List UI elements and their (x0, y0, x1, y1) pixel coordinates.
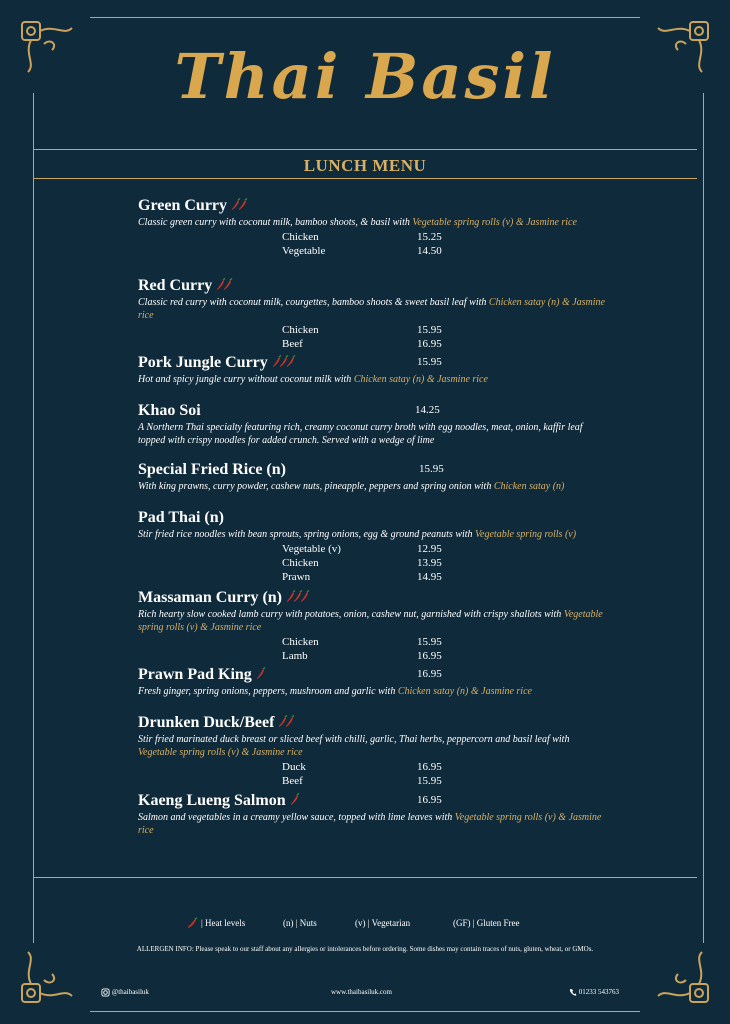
footer-rule (33, 877, 697, 878)
left-border-line (33, 93, 34, 943)
dish-price: 15.95 (419, 463, 444, 475)
option-row (138, 760, 618, 774)
option-label: Prawn (282, 571, 311, 583)
option-label: Chicken (282, 324, 319, 337)
dish-name-label: Pad Thai (n) (138, 509, 224, 526)
dish-name (138, 460, 618, 480)
restaurant-logo: Thai Basil (174, 40, 556, 113)
dish-options (138, 323, 618, 351)
description-text: Classic green curry with coconut milk, bamboo shoots, & basil with (138, 217, 413, 229)
option-row (138, 774, 618, 788)
dish-description (138, 528, 608, 541)
description-text: Hot and spicy jungle curry without coconut milk with (138, 374, 354, 386)
description-text: Rich hearty slow cooked lamb curry with potatoes, onion, cashew nut, garnished with crispy shallots with (138, 609, 564, 621)
dish-description (138, 216, 608, 229)
top-border-line (90, 17, 640, 18)
dish-name (138, 713, 618, 733)
legend-heat: | Heat levels (201, 918, 246, 928)
dish-name-label: Special Fried Rice (n) (138, 461, 286, 478)
side-accompaniment: Chicken satay (n) & Jasmine rice (138, 297, 605, 322)
dish-name (138, 401, 618, 421)
instagram-icon (101, 988, 110, 997)
option-row (138, 635, 618, 649)
option-row (138, 570, 618, 584)
option-price: 12.95 (417, 543, 442, 555)
option-row (138, 542, 618, 556)
chili-icon (256, 665, 263, 685)
chili-icon (231, 196, 245, 216)
option-label: Beef (282, 338, 303, 351)
option-row (138, 337, 618, 351)
option-price: 15.95 (417, 324, 442, 337)
side-accompaniment: Vegetable spring rolls (v) & Jasmine rice (138, 609, 603, 634)
chili-icon (216, 276, 230, 296)
dish-description (138, 296, 608, 322)
legend-nuts: (n) | Nuts (283, 918, 317, 928)
option-row (138, 649, 618, 663)
allergen-info: ALLERGEN INFO: Please speak to our staff about any allergies or intolerances before ordering. Some dishes may contain traces of nuts, gluten, wheat, or GMOs. (136, 945, 594, 953)
menu-item (138, 460, 618, 493)
option-label: Vegetable (v) (282, 543, 341, 555)
dish-price: 14.25 (415, 404, 440, 416)
side-accompaniment: Vegetable spring rolls (v) (475, 529, 577, 540)
dish-description (138, 733, 608, 759)
dish-description (138, 811, 608, 837)
side-accompaniment: Vegetable spring rolls (v) & Jasmine rice (412, 217, 577, 229)
option-price: 13.95 (417, 557, 442, 569)
menu-item (138, 401, 618, 447)
side-accompaniment: Vegetable spring rolls (v) & Jasmine rice (138, 812, 602, 837)
side-accompaniment: Chicken satay (n) (493, 481, 565, 492)
dish-name-label: Kaeng Lueng Salmon (138, 792, 286, 809)
description-text: Classic red curry with coconut milk, courgettes, bamboo shoots & sweet basil leaf with (138, 297, 489, 309)
dish-name (138, 276, 618, 296)
chili-icon (278, 713, 292, 733)
instagram-handle[interactable] (101, 988, 149, 997)
dish-description (138, 685, 608, 698)
dish-options (138, 635, 618, 663)
menu-item (138, 665, 618, 698)
option-row (138, 323, 618, 337)
option-price: 14.50 (417, 245, 442, 258)
description-text: Stir fried marinated duck breast or sliced beef with chilli, garlic, Thai herbs, peppercorn and basil leaf with (138, 734, 570, 746)
option-price: 15.25 (417, 231, 442, 244)
side-accompaniment: Chicken satay (n) & Jasmine rice (353, 374, 488, 386)
website-link[interactable]: www.thaibasiluk.com (331, 988, 392, 996)
description-text: A Northern Thai specialty featuring rich, creamy coconut curry broth with egg noodles, meat, onion, kaffir leaf topped with crispy noodles for added crunch. Served with a wedge of lime (138, 422, 583, 446)
dish-name-label: Pork Jungle Curry (138, 354, 268, 371)
bottom-border-line (90, 1011, 640, 1012)
dish-name (138, 588, 618, 608)
menu-item (138, 196, 618, 258)
option-label: Beef (282, 775, 303, 788)
menu-item (138, 588, 618, 663)
dish-name (138, 196, 618, 216)
description-text: Fresh ginger, spring onions, peppers, mushroom and garlic with (138, 686, 398, 698)
dish-name (138, 791, 618, 811)
corner-ornament-icon (14, 946, 78, 1010)
legend-gluten-free: (GF) | Gluten Free (453, 918, 520, 928)
dish-name (138, 508, 618, 528)
chili-icon (286, 588, 307, 608)
legend-vegetarian: (v) | Vegetarian (355, 918, 411, 928)
dish-name (138, 353, 618, 373)
menu-item (138, 353, 618, 386)
option-price: 15.95 (417, 775, 442, 788)
menu-item (138, 276, 618, 351)
side-accompaniment: Vegetable spring rolls (v) & Jasmine rice (138, 747, 303, 759)
dish-name-label: Prawn Pad King (138, 666, 252, 683)
option-price: 16.95 (417, 338, 442, 351)
dish-price: 15.95 (417, 356, 442, 368)
phone-number[interactable] (569, 988, 619, 997)
option-label: Chicken (282, 557, 319, 569)
dish-name-label: Drunken Duck/Beef (138, 714, 275, 731)
menu-item (138, 508, 618, 584)
dish-name-label: Massaman Curry (n) (138, 589, 282, 606)
header-rule-top (33, 149, 697, 150)
chili-icon (186, 917, 198, 931)
menu-item (138, 791, 618, 837)
option-label: Chicken (282, 636, 319, 649)
dish-options (138, 230, 618, 258)
chili-icon (272, 353, 293, 373)
corner-ornament-icon (652, 946, 716, 1010)
dish-description (138, 480, 608, 493)
dish-name (138, 665, 618, 685)
option-price: 14.95 (417, 571, 442, 583)
description-text: Stir fried rice noodles with bean sprouts, spring onions, egg & ground peanuts with (138, 529, 476, 540)
side-accompaniment: Chicken satay (n) & Jasmine rice (397, 686, 532, 698)
option-label: Lamb (282, 650, 308, 663)
option-price: 15.95 (417, 636, 442, 649)
option-label: Duck (282, 761, 306, 774)
menu-item (138, 713, 618, 788)
header-rule-bottom (33, 178, 697, 179)
dish-name-label: Green Curry (138, 197, 228, 214)
option-label: Chicken (282, 231, 319, 244)
menu-title: LUNCH MENU (303, 156, 427, 175)
dish-options (138, 760, 618, 788)
option-row (138, 244, 618, 258)
description-text: With king prawns, curry powder, cashew nuts, pineapple, peppers and spring onion with (138, 481, 494, 492)
option-price: 16.95 (417, 761, 442, 774)
option-price: 16.95 (417, 650, 442, 663)
option-label: Vegetable (282, 245, 326, 258)
dish-price: 16.95 (417, 794, 442, 806)
description-text: Salmon and vegetables in a creamy yellow sauce, topped with lime leaves with (138, 812, 455, 824)
dish-options (138, 542, 618, 584)
chili-icon (290, 791, 297, 811)
dish-description (138, 421, 608, 447)
dish-description (138, 608, 608, 634)
instagram-label: @thaibasiluk (111, 988, 149, 997)
phone-icon (569, 988, 577, 997)
option-row (138, 230, 618, 244)
dish-name-label: Khao Soi (138, 402, 201, 419)
dish-price: 16.95 (417, 668, 442, 680)
dish-name-label: Red Curry (138, 277, 213, 294)
option-row (138, 556, 618, 570)
dish-description (138, 373, 608, 386)
phone-label: 01233 543763 (578, 988, 619, 997)
right-border-line (703, 93, 704, 943)
